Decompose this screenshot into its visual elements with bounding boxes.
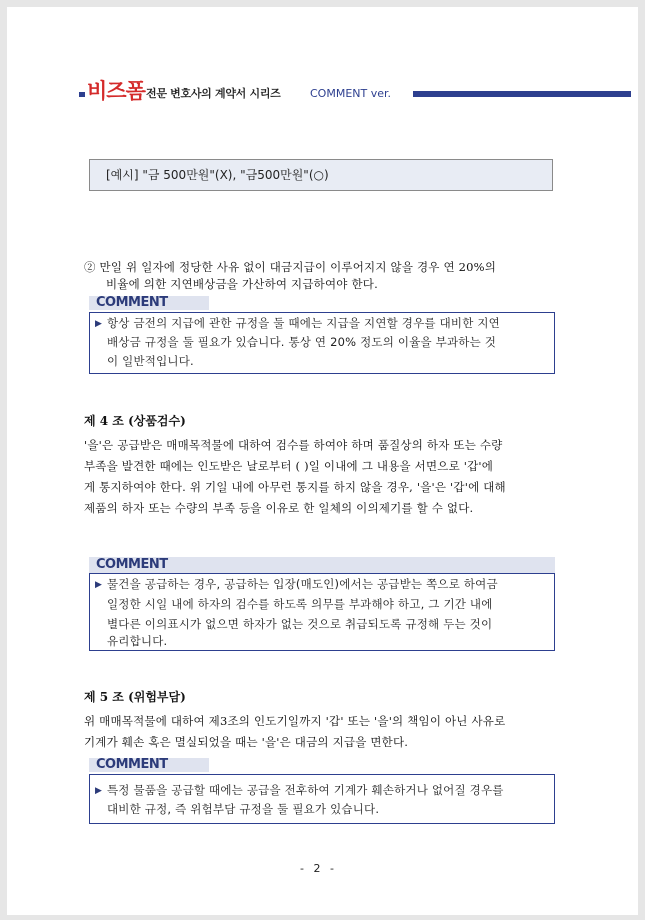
comment-line: 특정 물품을 공급할 때에는 공급을 전후하여 기계가 훼손하거나 없어질 경우를 — [107, 783, 504, 797]
clause-2-line-1: ② 만일 위 일자에 정당한 사유 없이 대금지급이 이루어지지 않을 경우 연 20%의 — [84, 260, 497, 274]
bullet-triangle-icon: ▶ — [95, 786, 102, 796]
page-number: - 2 - — [300, 862, 337, 875]
comment-label: COMMENT — [96, 295, 168, 310]
comment-line: 이 일반적입니다. — [107, 354, 194, 368]
article-4-title: 제 4 조 (상품검수) — [84, 414, 186, 428]
brand-logo: 비즈폼 — [87, 79, 145, 103]
article-5-line: 위 매매목적물에 대하여 제3조의 인도기일까지 '갑' 또는 '을'의 책임이 아닌 사유로 — [84, 714, 506, 728]
article-4-line: 게 통지하여야 한다. 위 기일 내에 아무런 통지를 하지 않을 경우, '을'은 '갑'에 대해 — [84, 480, 506, 494]
article-4-line: '을'은 공급받은 매매목적물에 대하여 검수를 하여야 하며 품질상의 하자 또는 수량 — [84, 438, 503, 452]
series-title: 전문 변호사의 계약서 시리즈 — [146, 87, 281, 100]
comment-line: 별다른 이의표시가 없으면 하자가 없는 것으로 취급되도록 규정해 두는 것이 — [107, 617, 493, 631]
article-5-title: 제 5 조 (위험부담) — [84, 690, 186, 704]
comment-line: 항상 금전의 지급에 관한 규정을 둘 때에는 지급을 지연할 경우를 대비한 지연 — [107, 316, 500, 330]
comment-line: 일정한 시일 내에 하자의 검수를 하도록 의무를 부과해야 하고, 그 기간 내에 — [107, 597, 493, 611]
header-left-bar — [79, 92, 85, 97]
clause-2-line-2: 비율에 의한 지연배상금을 가산하여 지급하여야 한다. — [106, 277, 378, 291]
comment-label: COMMENT — [96, 557, 168, 572]
bullet-triangle-icon: ▶ — [95, 580, 102, 590]
article-5-line: 기계가 훼손 혹은 멸실되었을 때는 '을'은 대금의 지급을 면한다. — [84, 735, 409, 749]
header-right-bar — [413, 91, 631, 97]
series-subtitle: COMMENT ver. — [310, 87, 392, 100]
comment-label: COMMENT — [96, 757, 168, 772]
comment-line: 유리합니다. — [107, 634, 168, 648]
bullet-triangle-icon: ▶ — [95, 319, 102, 329]
comment-line: 배상금 규정을 둘 필요가 있습니다. 통상 연 20% 정도의 이율을 부과하는 것 — [107, 335, 497, 349]
article-4-line: 부족을 발견한 때에는 인도받은 날로부터 ( )일 이내에 그 내용을 서면으로 '갑'에 — [84, 459, 494, 473]
article-4-line: 제품의 하자 또는 수량의 부족 등을 이유로 한 일체의 이의제기를 할 수 없다. — [84, 501, 474, 515]
comment-line: 물건을 공급하는 경우, 공급하는 입장(매도인)에서는 공급받는 쪽으로 하여금 — [107, 577, 498, 591]
example-text: [예시] "금 500만원"(X), "금500만원"(○) — [106, 168, 329, 182]
comment-line: 대비한 규정, 즉 위험부담 규정을 둘 필요가 있습니다. — [107, 802, 380, 816]
